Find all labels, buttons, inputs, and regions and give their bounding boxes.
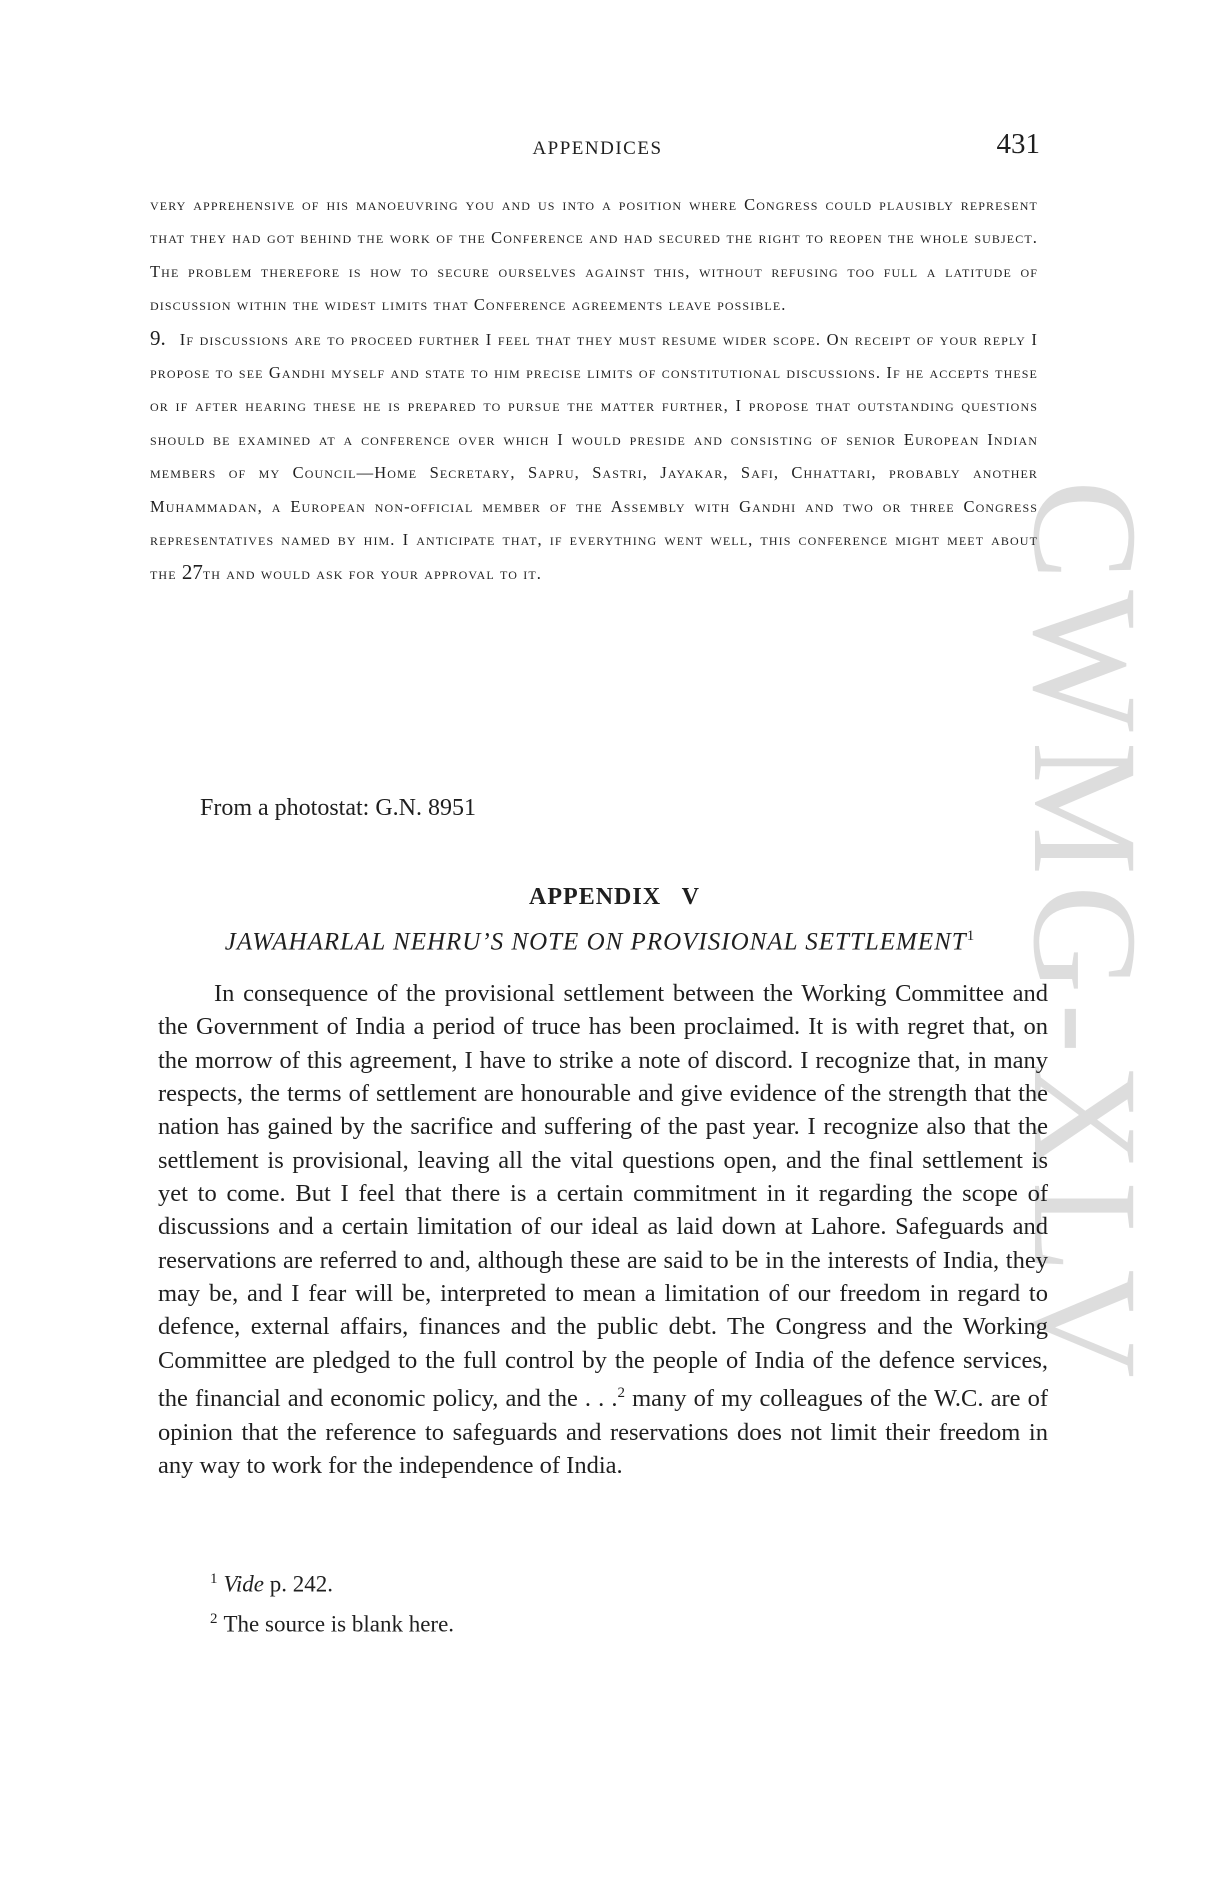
footnote-text: The source is blank here.	[223, 1611, 455, 1637]
telegram-paragraph-b-part1: If discussions are to proceed further I feel that they must resume wider scope. On receipt of your reply I propose to see Gandhi myself and state to him precise limits of constitutional discussions. If he accepts these or if after hearing these he is prepared to pursue the matter further, I propose that outstanding questions should be examined at a conference over which I would preside and consisting of senior European Indian members of my Council—Home Secretary, Sapru, Sastri, Jayakar, Safi, Chhattari, probably another Muhammadan, a European non-official member of the Assembly with Gandhi and two or three Congress representatives named by him. I anticipate that, if everything went well, this conference might meet about the	[150, 329, 1038, 584]
footnote-ref-1: 1	[966, 928, 976, 944]
date-number: 27	[181, 560, 203, 585]
footnote-number: 1	[210, 1571, 218, 1587]
footnote-italic: Vide	[223, 1571, 264, 1597]
note-text-after-ref: many of my colleagues of the W.C. are of opinion that the reference to safeguards and reservations does not limit their freedom in any way to work for the independence of India.	[158, 1385, 1048, 1479]
appendix-heading: APPENDIX V	[529, 884, 700, 910]
watermark: CWMG-XLV	[1002, 480, 1168, 1388]
footnote-number: 2	[210, 1610, 218, 1627]
running-title: APPENDICES	[532, 138, 663, 159]
footnote-ref-2: 2	[617, 1385, 625, 1402]
source-note: From a photostat: G.N. 8951	[200, 795, 476, 821]
footnote-text: p. 242.	[263, 1571, 333, 1597]
note-text-before-ref: In consequence of the provisional settlement between the Working Committee and the Government of India a period of truce has been proclaimed. It is with regret that, on the morrow of this agreement, I have to strike a note of discord. I recognize that, in many respects, the terms of settlement are honourable and give evidence of the strength that the nation has gained by the sacrifice and suffering of the past year. I recognize also that the settlement is provisional, leaving all the vital questions open, and the final settlement is yet to come. But I feel that there is a certain commitment in it regarding the scope of discussions and a certain limitation of our ideal as laid down at Lahore. Safeguards and reservations are referred to and, although these are said to be in the interests of India, they may be, and I fear will be, interpreted to mean a limitation of our freedom in regard to defence, external affairs, finances and the public debt. The Congress and the Working Committee are pledged to the full control by the people of India of the defence services, the financial and economic policy, and the . . .	[158, 980, 1048, 1413]
footnote-1	[210, 1562, 454, 1602]
note-body	[158, 977, 1048, 1482]
note-paragraph	[158, 977, 1048, 1482]
footnotes	[210, 1562, 454, 1641]
telegram-text	[150, 188, 1038, 591]
telegram-paragraph-9	[150, 322, 1038, 591]
page-number: 431	[996, 128, 1040, 160]
item-number: 9.	[150, 325, 166, 350]
telegram-paragraph-b-part2: th and would ask for your approval to it.	[202, 564, 543, 584]
appendix-subtitle-text: JAWAHARLAL NEHRU’S NOTE ON PROVISIONAL SETTLEMENT	[224, 928, 967, 956]
telegram-paragraph-a: very apprehensive of his manoeuvring you and us into a position where Congress could plausibly represent that they had got behind the work of the Conference and had secured the right to reopen the whole subject. The problem therefore is how to secure ourselves against this, without refusing too full a latitude of discussion within the widest limits that Conference agreements leave possible.	[150, 195, 1038, 315]
telegram-paragraph	[150, 188, 1038, 322]
appendix-subtitle	[150, 928, 1050, 956]
running-head	[155, 128, 1040, 168]
footnote-2	[210, 1602, 454, 1642]
